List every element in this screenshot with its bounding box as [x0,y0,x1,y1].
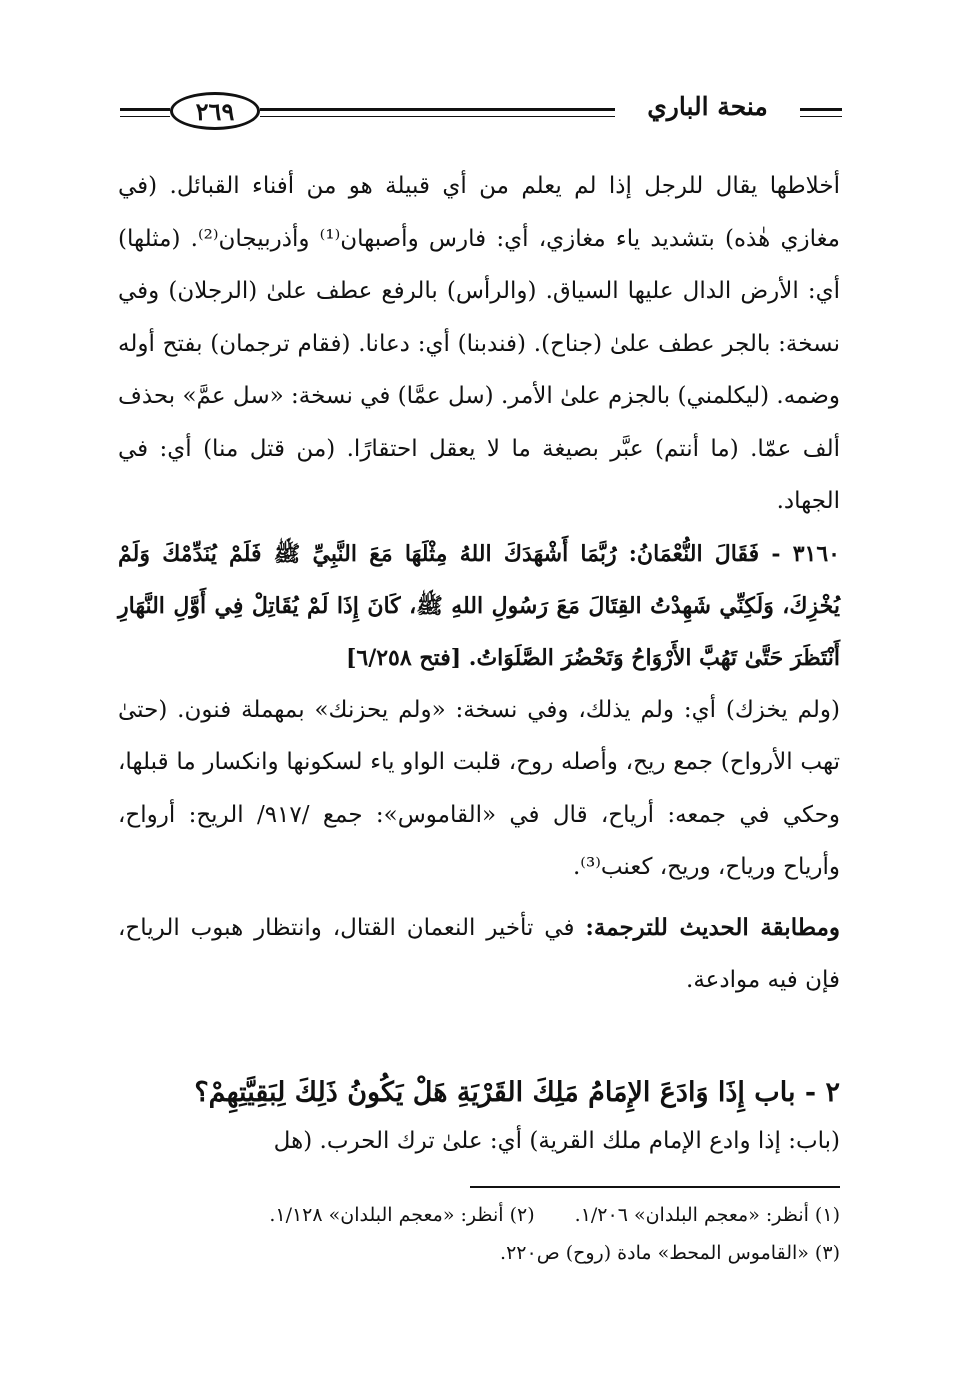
footnote-2: (٢) أنظر: «معجم البلدان» ١/١٢٨. [269,1204,535,1226]
footnote-row-2 [118,1234,840,1272]
header-rule-middle [260,108,615,117]
main-text [118,160,840,1007]
footnote-row-1 [118,1196,840,1234]
header-rule-right [800,108,842,117]
hadith-text: ٣١٦٠ - فَقَالَ النُّعْمَانُ: رُبَّمَا أَشْهَدَكَ اللهُ مِثْلَهَا مَعَ النَّبِيِّ ﷺ فَلَمْ يُنَدِّمْكَ وَلَمْ يُخْزِكَ، وَلَكِنِّي شَهِدْتُ القِتَالَ مَعَ رَسُولِ اللهِ ﷺ، كَانَ إِذَا لَمْ يُقَاتِلْ فِي أَوَّلِ النَّهَارِ أَنْتَظَرَ حَتَّىٰ تَهُبَّ الأَرْوَاحُ وَتَحْضُرَ الصَّلَوَاتُ. [فتح ٦/٢٥٨] [118,540,840,671]
commentary-paragraph: (ولم يخزك) أي: ولم يذلك، وفي نسخة: «ولم يحزنك» بمهملة فنون. (حتىٰ تهب الأرواح) جمع ريح، وأصله روح، قلبت الواو ياء لسكونها وانكسار ما قبلها، وحكي في جمعه: أرياح، قال في «القاموس»: جمع /٩١٧/ الريح: أرواح، وأرياح ورياح، وريح، كعنب⁽³⁾. [118,696,840,880]
page-number-badge [170,92,260,130]
chapter-explanation: (باب: إذا وادع الإمام ملك القرية) أي: علىٰ ترك الحرب. (هل [273,1128,840,1154]
conformity-text: في تأخير النعمان القتال، وانتظار هبوب الرياح، فإن فيه موادعة. [118,914,840,993]
page-header [120,92,840,140]
chapter-title: ٢ - باب إِذَا وَادَعَ الإِمَامُ مَلِكَ القَرْيَةِ هَلْ يَكُونُ ذَلِكَ لِبَقِيَّتِهِمْ؟ [194,1077,840,1108]
footnote-3: (٣) «القاموس المحط» مادة (روح) ص٢٢٠. [500,1242,840,1264]
book-title: منحة الباري [647,92,768,121]
footnotes [118,1196,840,1272]
paragraph-1: أخلاطها يقال للرجل إذا لم يعلم من أي قبيلة هو من أفناء القبائل. (في مغازي هٰذه) بتشديد ياء مغازي، أي: فارس وأصبهان⁽¹⁾ وأذربيجان⁽²⁾. (مثلها) أي: الأرض الدال عليها السياق. (والرأس) بالرفع عطف علىٰ (الرجلان) وفي نسخة: بالجر عطف علىٰ (جناح). (فندبنا) أي: دعانا. (فقام ترجمان) بفتح أوله وضمه. (ليكلمني) بالجزم علىٰ الأمر. (سل عمَّا) في نسخة: «سل عمَّ» بحذف ألف عمّا. (ما أنتم) عبَّر بصيغة ما لا يعقل احتقارًا. (من قتل منا) أي: في الجهاد. [118,173,840,514]
footnote-divider [470,1186,840,1188]
footnote-1: (١) أنظر: «معجم البلدان» ١/٢٠٦. [574,1204,840,1226]
page-number: ٢٦٩ [195,96,235,126]
header-rule-left [120,108,170,117]
conformity-paragraph [118,902,840,1007]
conformity-lead: ومطابقة الحديث للترجمة: [585,913,841,941]
